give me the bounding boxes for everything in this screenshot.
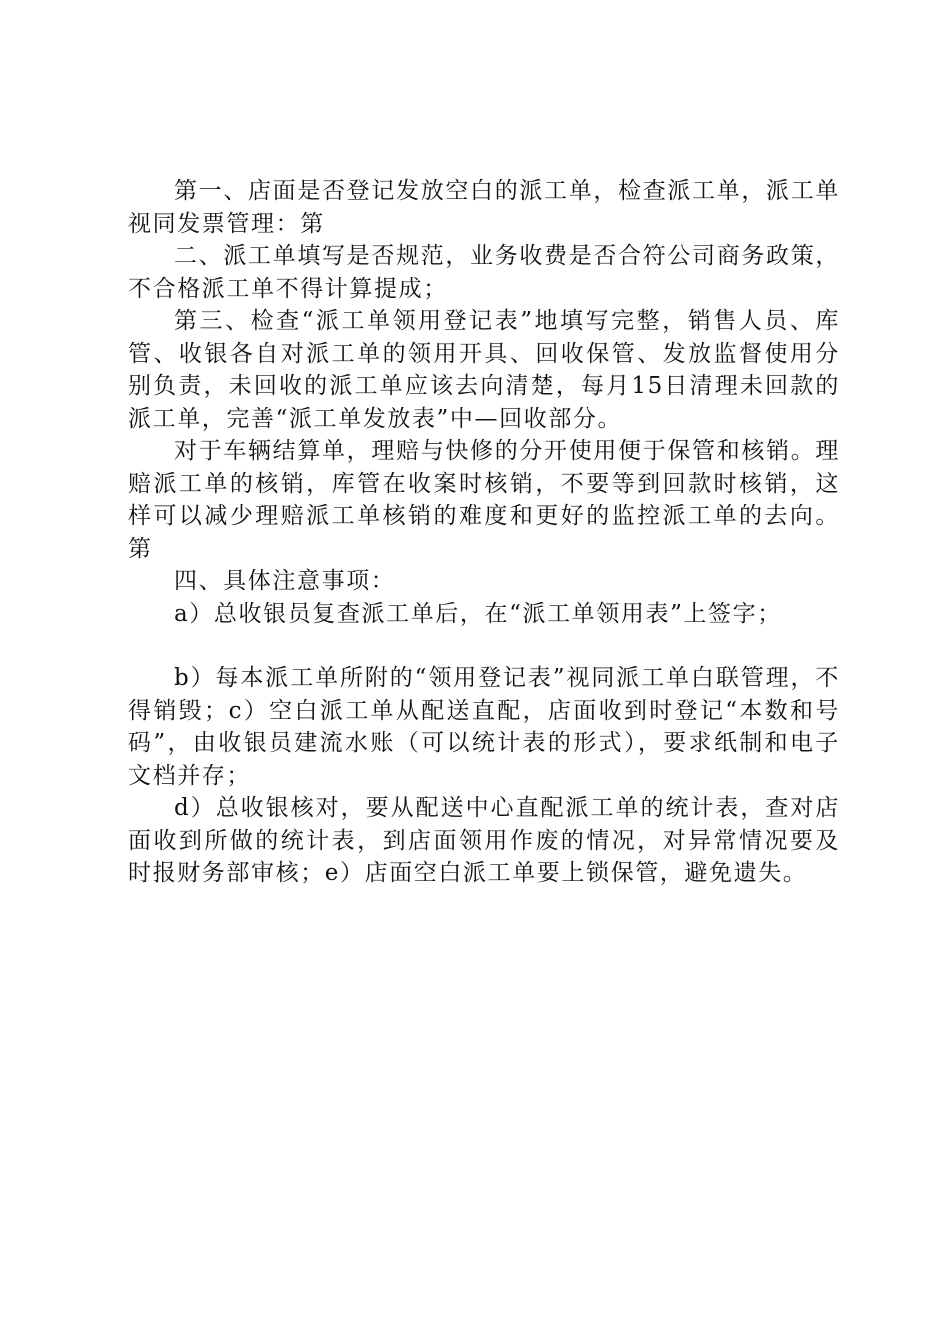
paragraph-3: 第三、检查“派工单领用登记表”地填写完整，销售人员、库管、收银各自对派工单的领用开具、回收保管、发放监督使用分别负责，未回收的派工单应该去向清楚，每月15日清理未回款的派工单，完善“派工单发放表”中—回收部分。 — [128, 308, 840, 432]
paragraph-1: 第一、店面是否登记发放空白的派工单，检查派工单，派工单视同发票管理：第 — [128, 178, 840, 237]
paragraph-2: 二、派工单填写是否规范，业务收费是否合符公司商务政策，不合格派工单不得计算提成； — [128, 243, 840, 302]
paragraph-5: 四、具体注意事项： — [174, 568, 396, 594]
paragraph-6: a）总收银员复查派工单后，在“派工单领用表”上签字； — [174, 600, 782, 627]
paragraph-4: 对于车辆结算单，理赔与快修的分开使用便于保管和核销。理赔派工单的核销，库管在收案时核销，不要等到回款时核销，这样可以减少理赔派工单核销的难度和更好的监控派工单的去向。第 — [128, 438, 840, 562]
paragraph-7: b）每本派工单所附的“领用登记表”视同派工单白联管理，不得销毁；c）空白派工单从配送直配，店面收到时登记“本数和号码”，由收银员建流水账（可以统计表的形式），要求纸制和电子文档并存； — [128, 665, 840, 789]
paragraph-gap — [128, 630, 840, 662]
document-body — [128, 175, 840, 890]
paragraph-8: d）总收银核对，要从配送中心直配派工单的统计表，查对店面收到所做的统计表，到店面领用作废的情况，对异常情况要及时报财务部审核；e）店面空白派工单要上锁保管，避免遗失。 — [128, 795, 840, 886]
